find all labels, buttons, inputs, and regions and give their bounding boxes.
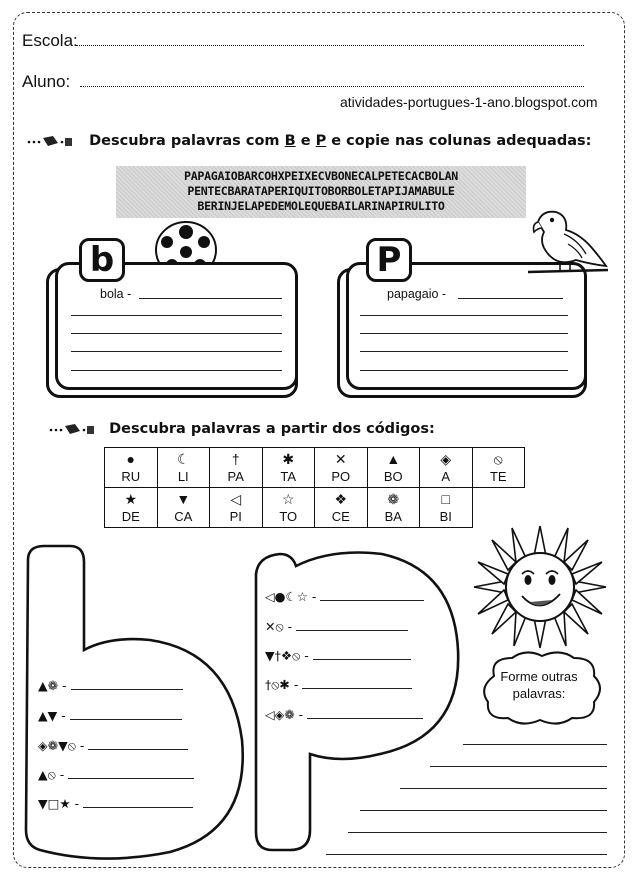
letter-b: B [284,133,296,149]
code-cell [210,488,263,528]
code-symbol: ◈ [440,450,452,467]
box-p-answer-line-1[interactable] [360,315,568,316]
exercise-b-4 [38,796,193,811]
code-symbol: ▼ [176,490,191,507]
exercise-b-3 [38,767,194,783]
code-symbol: ▲ [386,450,401,467]
code-cell [315,448,368,488]
code-syllable: TO [279,508,298,524]
code-cell [105,488,158,528]
exercise-b-2 [38,738,188,754]
forme-answer-line-2[interactable] [430,766,607,767]
exercise-p-3 [265,677,412,693]
code-cell [472,448,525,488]
code-symbol: ⦸ [493,450,503,467]
code-cell [157,448,210,488]
box-b-answer-line-0[interactable] [139,298,282,299]
answer-line[interactable] [70,710,182,720]
aluno-label: Aluno: [22,72,71,91]
answer-line[interactable] [88,740,188,750]
letter-p: P [315,133,327,149]
code-symbol: † [231,450,240,467]
code-syllable: TE [489,468,507,484]
codes-row-1 [105,448,525,488]
instruction-1 [26,130,626,149]
code-cell [367,488,420,528]
code-syllable: PO [331,468,351,484]
code-syllable: RU [121,468,141,484]
instruction-1-post: e copie nas colunas adequadas: [326,133,592,149]
aluno-line[interactable] [80,86,584,87]
code-syllable: PA [227,468,244,484]
code-cell [157,488,210,528]
forme-line-2: palavras: [512,686,566,701]
forme-text [482,668,596,702]
code-symbol: ◁ [230,490,242,507]
codes-row-2 [105,488,525,528]
answer-line[interactable] [307,709,423,719]
code-syllable: LI [177,468,189,484]
escola-label: Escola: [22,31,78,50]
box-p-example: papagaio - [387,287,447,301]
answer-line[interactable] [302,679,412,689]
exercise-code: ◁◈❁ - [265,707,304,722]
box-b-answer-line-2[interactable] [71,333,282,334]
forme-answer-line-1[interactable] [463,744,607,745]
code-cell [420,488,473,528]
answer-line[interactable] [296,621,408,631]
code-symbol: ❁ [387,490,400,507]
code-symbol: ★ [124,490,138,507]
code-cell [105,448,158,488]
box-p-answer-line-2[interactable] [360,333,568,334]
code-symbol: ● [126,450,135,467]
answer-line[interactable] [313,650,411,660]
box-b-answer-line-3[interactable] [71,351,282,352]
box-p-letter: P [366,238,412,282]
code-syllable: BI [439,508,452,524]
instruction-1-middle: e [295,133,316,149]
code-cell [367,448,420,488]
code-syllable: PI [229,508,242,524]
code-syllable: BA [384,508,402,524]
exercise-code: ▲▼ - [38,708,66,723]
answer-line[interactable] [83,798,193,808]
box-b-example: bola - [100,287,132,301]
code-symbol: ☾ [176,450,190,467]
forme-line-1: Forme outras [500,669,578,684]
box-p-answer-line-3[interactable] [360,351,568,352]
code-syllable: A [441,468,451,484]
code-symbol: ✕ [334,450,347,467]
answer-line[interactable] [320,591,424,601]
exercise-p-4 [265,707,423,722]
puzzle-line-3: BERINJELAPEDEMOLEQUEBAILARINAPIRULITO [197,199,445,213]
instruction-2-text: Descubra palavras a partir dos códigos: [109,421,435,437]
code-cell [315,488,368,528]
exercise-code: ▼†❖⦸ - [265,648,309,663]
codes-table [104,447,525,528]
box-b-letter: b [79,238,125,282]
sun-icon [470,520,610,655]
exercise-code: ◈❁▼⦸ - [38,738,85,753]
box-b-answer-line-4[interactable] [71,370,282,371]
forme-answer-line-3[interactable] [400,788,607,789]
code-syllable: TA [280,468,297,484]
code-symbol: ❖ [334,490,348,507]
exercise-p-1 [265,619,408,635]
letter-puzzle [116,166,526,218]
code-cell [420,448,473,488]
code-syllable: BO [383,468,403,484]
kite-bullet-icon [48,422,94,436]
code-syllable: CA [174,508,193,524]
puzzle-line-2: PENTECBARATAPERIQUITOBORBOLETAPIJAMABULE [187,184,455,198]
code-symbol: □ [441,490,450,507]
exercise-p-2 [265,648,411,664]
exercise-code: ▼□★ - [38,796,80,811]
kite-bullet-icon [26,134,72,148]
instruction-1-pre: Descubra palavras com [89,133,285,149]
code-syllable: CE [331,508,350,524]
exercise-code: ✕⦸ - [265,619,293,634]
code-symbol: ☆ [281,490,295,507]
code-cell [262,488,315,528]
exercise-code: †⦸✱ - [265,677,299,692]
exercise-code: ▲⦸ - [38,767,65,782]
code-syllable: DE [121,508,140,524]
parrot-icon [524,204,610,280]
forme-answer-line-4[interactable] [360,810,607,811]
box-p-answer-line-0[interactable] [458,298,563,299]
exercise-p-0 [265,589,424,604]
site-url: atividades-portugues-1-ano.blogspot.com [340,94,598,110]
code-cell [262,448,315,488]
puzzle-line-1: PAPAGAIOBARCOHXPEIXECVBONECALPETECACBOLAN [184,169,458,183]
code-cell [210,448,263,488]
escola-line[interactable] [76,45,584,46]
answer-line[interactable] [71,680,183,690]
exercise-code: ◁●☾☆ - [265,589,317,604]
instruction-2 [48,418,608,437]
box-p-answer-line-4[interactable] [360,370,568,371]
answer-line[interactable] [68,769,194,779]
exercise-code: ▲❁ - [38,678,67,693]
code-symbol: ✱ [282,450,295,467]
exercise-b-0 [38,678,183,693]
box-b-answer-line-1[interactable] [71,315,282,316]
forme-answer-line-5[interactable] [348,832,607,833]
exercise-b-1 [38,708,182,723]
forme-answer-line-6[interactable] [326,854,607,855]
